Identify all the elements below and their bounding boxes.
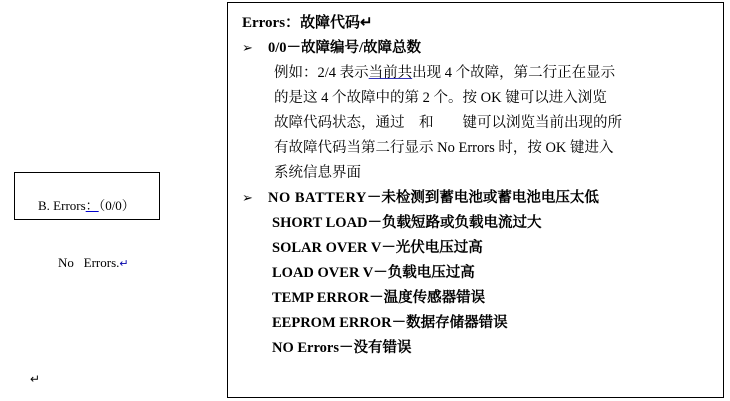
error-code-temp-error: TEMP ERROR	[272, 290, 370, 306]
errors-label: B. Errors	[38, 198, 86, 213]
errors-count-value: （0/0）	[98, 198, 135, 213]
explanation-line-2: 的是这 4 个故障中的第 2 个。按 OK 键可以进入浏览	[274, 90, 607, 106]
explanation-line-5: 系统信息界面	[274, 165, 361, 181]
error-code-row	[242, 211, 711, 236]
error-desc-no-errors: －没有错误	[339, 340, 412, 356]
errors-description-box	[227, 2, 724, 398]
error-desc-solar-over-v: －光伏电压过高	[381, 240, 483, 256]
error-code-short-load: SHORT LOAD	[272, 215, 368, 231]
error-code-row	[242, 311, 711, 336]
no-errors-text: No Errors.	[58, 255, 120, 270]
error-code-row	[242, 336, 711, 361]
errors-colon: ：	[85, 198, 99, 213]
error-desc-load-over-v: －负载电压过高	[373, 265, 475, 281]
bullet-arrow-icon: ➢	[242, 41, 253, 56]
error-desc-eeprom-error: －数据存储器错误	[391, 315, 508, 331]
error-code-row	[242, 261, 711, 286]
error-desc-no-battery: －未检测到蓄电池或蓄电池电压太低	[366, 190, 599, 206]
explanation-line-1: 例如：2/4 表示当前共出现 4 个故障，第二行正在显示	[274, 65, 616, 81]
error-desc-short-load: －负载短路或负载电流过大	[367, 215, 542, 231]
error-code-load-over-v: LOAD OVER V	[272, 265, 374, 281]
error-code-no-errors: NO Errors	[272, 340, 339, 356]
bullet-item-no-battery	[242, 186, 711, 211]
explanation-line-3: 故障代码状态，通过 和 键可以浏览当前出现的所	[274, 115, 622, 131]
error-desc-temp-error: －温度传感器错误	[369, 290, 486, 306]
bullet-label-fault-number: 0/0	[268, 40, 287, 56]
errors-display-line-2	[21, 234, 153, 293]
error-code-eeprom-error: EEPROM ERROR	[272, 315, 392, 331]
error-code-row	[242, 236, 711, 261]
paragraph-mark-icon: ↵	[119, 258, 129, 270]
bullet-desc-fault-number: －故障编号/故障总数	[286, 40, 422, 56]
section-title: Errors：故障代码↵	[242, 15, 373, 31]
underlined-fragment: 当前共	[368, 65, 413, 81]
errors-display-box	[14, 172, 160, 270]
stray-paragraph-mark-icon: ↵	[30, 372, 41, 386]
explanation-line-4: 有故障代码当第二行显示 No Errors 时，按 OK 键进入	[274, 140, 614, 156]
bullet-arrow-icon-2: ➢	[242, 191, 253, 206]
errors-display-line-1	[21, 177, 153, 234]
error-code-no-battery: NO BATTERY	[268, 190, 367, 206]
error-code-row	[242, 286, 711, 311]
bullet-item-fault-number	[242, 36, 711, 61]
error-code-solar-over-v: SOLAR OVER V	[272, 240, 382, 256]
